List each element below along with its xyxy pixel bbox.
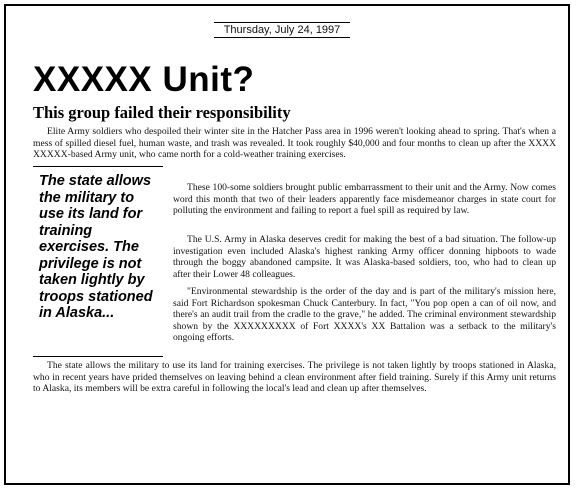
date-line: Thursday, July 24, 1997 [214,22,350,38]
paragraph-3: The U.S. Army in Alaska deserves credit for making the best of a bad situation. The follow-up investigation even included Alaska's highest ranking Army officer donning hipboots to wade through the boggy abandoned campsite. It was Alaska-based soldiers, too, who had to clean up after their Lower 48 colleagues. [173,234,556,280]
paragraph-2: These 100-some soldiers brought public embarrassment to their unit and the Army. Now comes word this month that two of their leaders apparently face misdemeanor charges in state court for polluting the environment and failing to report a fuel spill as required by law. [173,182,556,216]
subhead: This group failed their responsibility [33,103,291,122]
paragraph-5: The state allows the military to use its land for training exercises. The privilege is not taken lightly by troops stationed in Alaska, who in recent years have prided themselves on leaving behind a clean environment after field training. Surely if this Army unit returns to Alaska, its members will be extra careful in following the local's lead and clean up after themselves. [33,360,556,394]
paragraph-1: Elite Army soldiers who despoiled their winter site in the Hatcher Pass area in 1996 weren't looking ahead to spring. That's when a mess of spilled diesel fuel, human waste, and trash was revealed. It took roughly $40,000 and four months to clean up after the XXXX XXXXX-based Army unit, who came north for a cold-weather training exercises. [33,126,556,160]
pull-quote: The state allows the military to use its land for training exercises. The privilege is not taken lightly by troops stationed in Alaska... [39,173,153,321]
headline: XXXXX Unit? [33,60,255,99]
paragraph-4: "Environmental stewardship is the order of the day and is part of the military's mission here, said Fort Richardson spokesman Chuck Canterbury. In fact, "You pop open a can of oil now, and there's an audit trail from the cradle to the grave," he added. The criminal environment stewardship shown by the XXXXXXXXX of Fort XXXX's XX Battalion was a setback to the military's ongoing efforts. [173,286,556,343]
pull-quote-box [33,166,163,357]
